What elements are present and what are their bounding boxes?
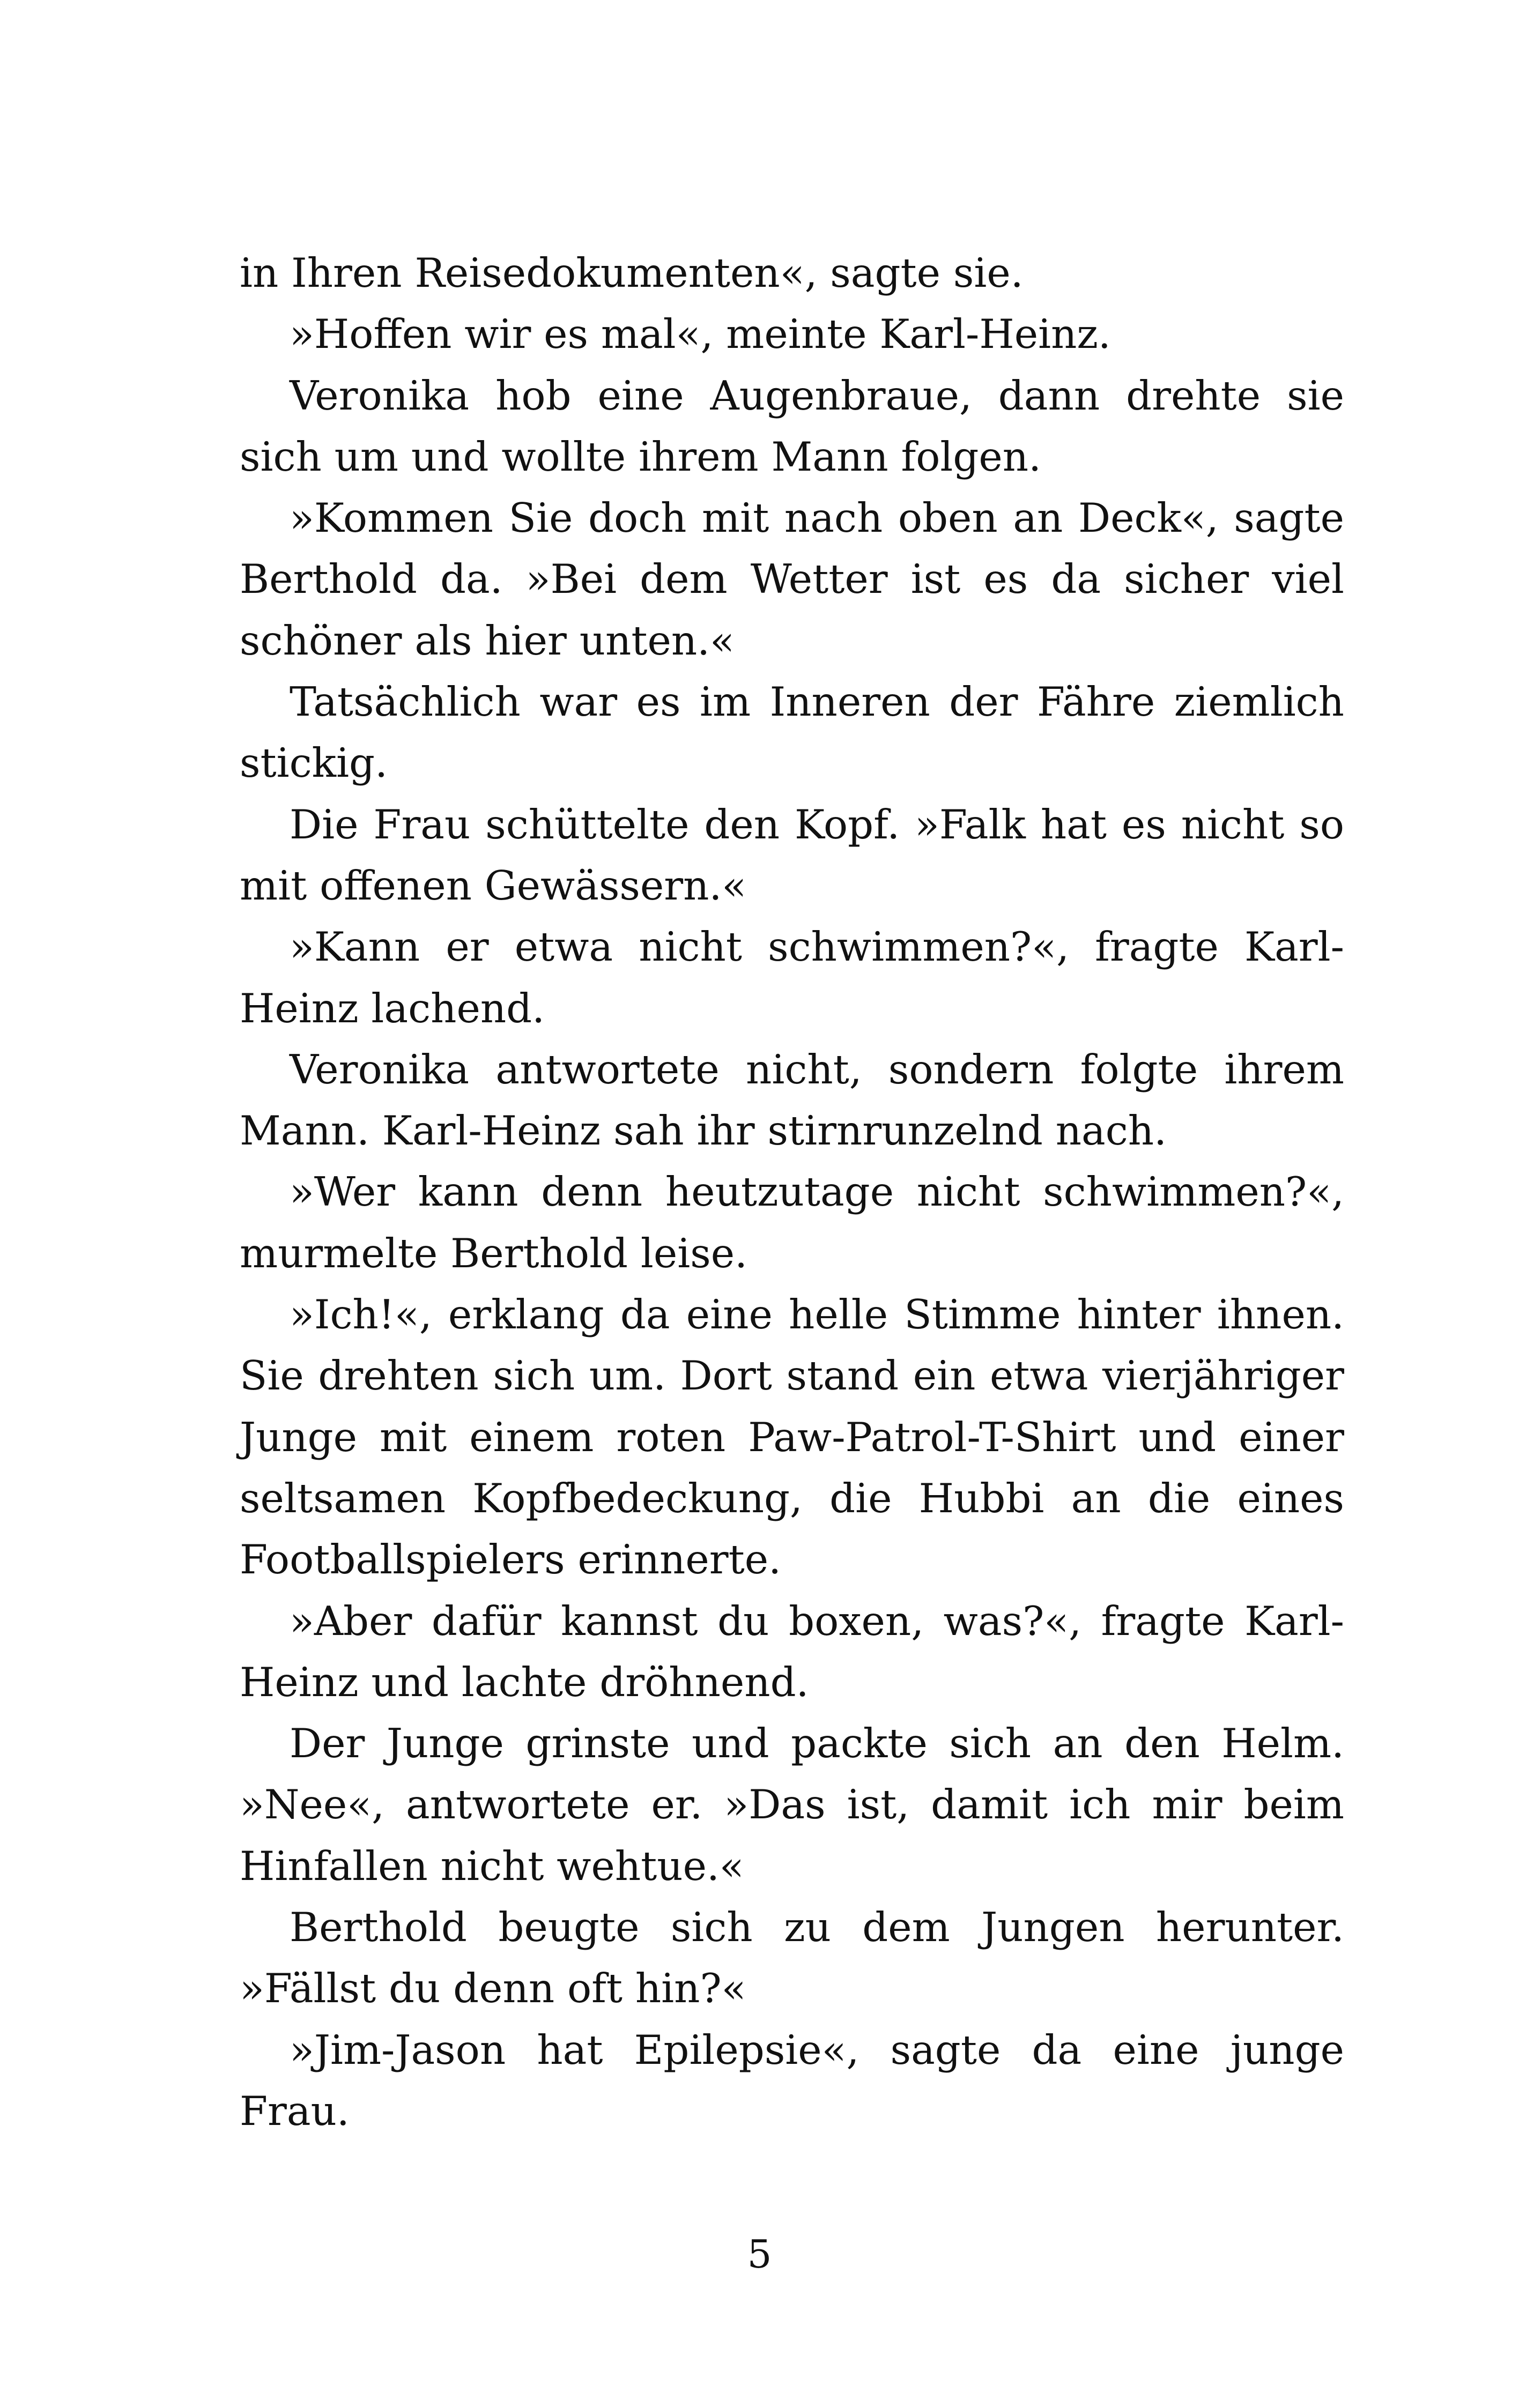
paragraph: in Ihren Reisedokumenten«, sagte sie. [240, 249, 1024, 296]
paragraph: »Kommen Sie doch mit nach oben an Deck«, sagte Berthold da. »Bei dem Wetter ist es da sicher viel schöner als hier unten.« [240, 494, 1344, 664]
paragraph: »Wer kann denn heutzutage nicht schwimmen?«, murmelte Berthold leise. [240, 1168, 1344, 1277]
paragraph: Veronika antwortete nicht, sondern folgte ihrem Mann. Karl-Heinz sah ihr stirnrunzelnd nach. [240, 1045, 1344, 1155]
paragraph: »Aber dafür kannst du boxen, was?«, fragte Karl-Heinz und lachte dröhnend. [240, 1597, 1344, 1706]
paragraph: »Hoffen wir es mal«, meinte Karl-Heinz. [290, 310, 1111, 358]
paragraph: Der Junge grinste und packte sich an den Helm. »Nee«, antwortete er. »Das ist, damit ich mir beim Hinfallen nicht wehtue.« [240, 1720, 1344, 1890]
page-number: 5 [747, 2232, 772, 2277]
paragraph: Tatsächlich war es im Inneren der Fähre ziemlich stickig. [240, 678, 1344, 787]
paragraph: Veronika hob eine Augenbraue, dann drehte sie sich um und wollte ihrem Mann folgen. [240, 371, 1344, 480]
paragraph: »Ich!«, erklang da eine helle Stimme hinter ihnen. Sie drehten sich um. Dort stand ein etwa vierjähriger Junge mit einem roten Paw-Patrol-T-Shirt und einer seltsamen Kopfbedeckung, die Hubbi an die eines Footballspielers erinnerte. [240, 1291, 1344, 1584]
paragraph: Die Frau schüttelte den Kopf. »Falk hat es nicht so mit offenen Gewässern.« [240, 800, 1344, 909]
paragraph: »Kann er etwa nicht schwimmen?«, fragte Karl-Heinz lachend. [240, 923, 1344, 1032]
body-text [240, 242, 1344, 2142]
paragraph: »Jim-Jason hat Epilepsie«, sagte da eine junge Frau. [240, 2026, 1344, 2135]
paragraph: Berthold beugte sich zu dem Jungen herunter. »Fällst du denn oft hin?« [240, 1904, 1344, 2012]
